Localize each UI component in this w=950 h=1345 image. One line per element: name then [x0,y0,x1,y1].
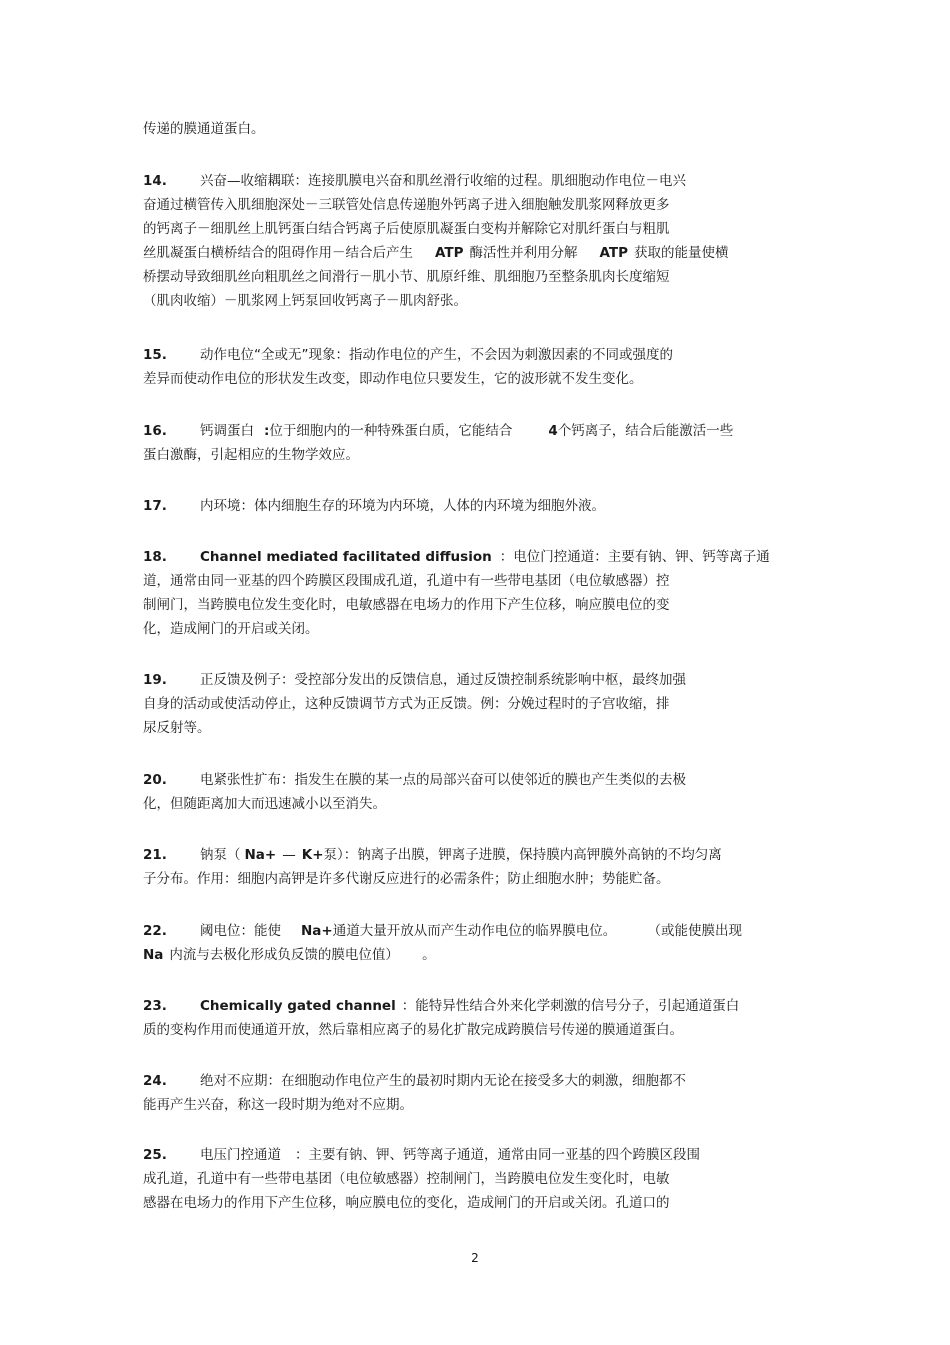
page-number: 2 [471,1251,479,1265]
item-number-23: 23. [143,998,167,1014]
item-16-line-1: 钙调蛋白 :位于细胞内的一种特殊蛋白质，它能结合 4个钙离子，结合后能激活一些 [200,423,734,439]
item-14-line-3: 的钙离子－细肌丝上肌钙蛋白结合钙离子后使原肌凝蛋白变构并解除它对肌纤蛋白与粗肌 [143,221,670,237]
item-23-line-1: Chemically gated channel ：能特异性结合外来化学刺激的信号分子，引起通道蛋白 [200,998,740,1014]
item-22-line-2: Na 内流与去极化形成负反馈的膜电位值） 。 [143,947,436,963]
paragraph-continuation: 传递的膜通道蛋白。 [143,121,265,137]
item-15-line-2: 差异而使动作电位的形状发生改变，即动作电位只要发生，它的波形就不发生变化。 [143,371,643,387]
item-19-line-2: 自身的活动或使活动停止，这种反馈调节方式为正反馈。例：分娩过程时的子宫收缩，排 [143,696,670,712]
item-18-line-3: 制闸门，当跨膜电位发生变化时，电敏感器在电场力的作用下产生位移，响应膜电位的变 [143,597,670,613]
item-19-line-3: 尿反射等。 [143,720,211,736]
item-14-line-4: 丝肌凝蛋白横桥结合的阻碍作用－结合后产生 ATP 酶活性并利用分解 ATP 获取的能量使横 [143,245,729,261]
item-number-14: 14. [143,173,167,189]
item-number-21: 21. [143,847,167,863]
item-25-line-2: 成孔道，孔道中有一些带电基团（电位敏感器）控制闸门，当跨膜电位发生变化时，电敏 [143,1171,670,1187]
item-18-line-4: 化，造成闸门的开启或关闭。 [143,621,319,637]
item-19-line-1: 正反馈及例子：受控部分发出的反馈信息，通过反馈控制系统影响中枢，最终加强 [200,672,686,688]
item-24-line-2: 能再产生兴奋，称这一段时期为绝对不应期。 [143,1097,413,1113]
item-14-line-2: 奋通过横管传入肌细胞深处－三联管处信息传递胞外钙离子进入细胞触发肌浆网释放更多 [143,197,670,213]
item-18-line-2: 道，通常由同一亚基的四个跨膜区段围成孔道，孔道中有一些带电基团（电位敏感器）控 [143,573,670,589]
item-21-line-1: 钠泵（ Na+ — K+泵）：钠离子出膜，钾离子进膜，保持膜内高钾膜外高钠的不均匀离 [200,847,722,863]
item-16-line-2: 蛋白激酶，引起相应的生物学效应。 [143,447,359,463]
item-number-20: 20. [143,772,167,788]
item-23-line-2: 质的变构作用而使通道开放，然后靠相应离子的易化扩散完成跨膜信号传递的膜通道蛋白。 [143,1022,683,1038]
item-20-line-1: 电紧张性扩布：指发生在膜的某一点的局部兴奋可以使邻近的膜也产生类似的去极 [200,772,686,788]
item-15-line-1: 动作电位“全或无”现象：指动作电位的产生，不会因为刺激因素的不同或强度的 [200,347,673,363]
item-number-22: 22. [143,923,167,939]
item-14-line-5: 桥摆动导致细肌丝向粗肌丝之间滑行－肌小节、肌原纤维、肌细胞乃至整条肌肉长度缩短 [143,269,670,285]
item-20-line-2: 化，但随距离加大而迅速减小以至消失。 [143,796,386,812]
item-number-18: 18. [143,549,167,565]
item-number-16: 16. [143,423,167,439]
item-number-25: 25. [143,1147,167,1163]
item-25-line-1: 电压门控通道 ：主要有钠、钾、钙等离子通道，通常由同一亚基的四个跨膜区段围 [200,1147,700,1163]
item-17-line-1: 内环境：体内细胞生存的环境为内环境，人体的内环境为细胞外液。 [200,498,605,514]
item-22-line-1: 阈电位：能使 Na+通道大量开放从而产生动作电位的临界膜电位。 （或能使膜出现 [200,923,742,939]
item-24-line-1: 绝对不应期：在细胞动作电位产生的最初时期内无论在接受多大的刺激，细胞都不 [200,1073,686,1089]
item-number-24: 24. [143,1073,167,1089]
item-number-17: 17. [143,498,167,514]
item-14-line-1: 兴奋—收缩耦联：连接肌膜电兴奋和肌丝滑行收缩的过程。肌细胞动作电位－电兴 [200,173,686,189]
item-14-line-6: （肌肉收缩）－肌浆网上钙泵回收钙离子－肌肉舒张。 [143,293,467,309]
item-18-line-1: Channel mediated facilitated diffusion ：电位门控通道：主要有钠、钾、钙等离子通 [200,549,770,565]
item-number-19: 19. [143,672,167,688]
item-number-15: 15. [143,347,167,363]
item-21-line-2: 子分布。作用：细胞内高钾是许多代谢反应进行的必需条件；防止细胞水肿；势能贮备。 [143,871,670,887]
item-25-line-3: 感器在电场力的作用下产生位移，响应膜电位的变化，造成闸门的开启或关闭。孔道口的 [143,1195,670,1211]
